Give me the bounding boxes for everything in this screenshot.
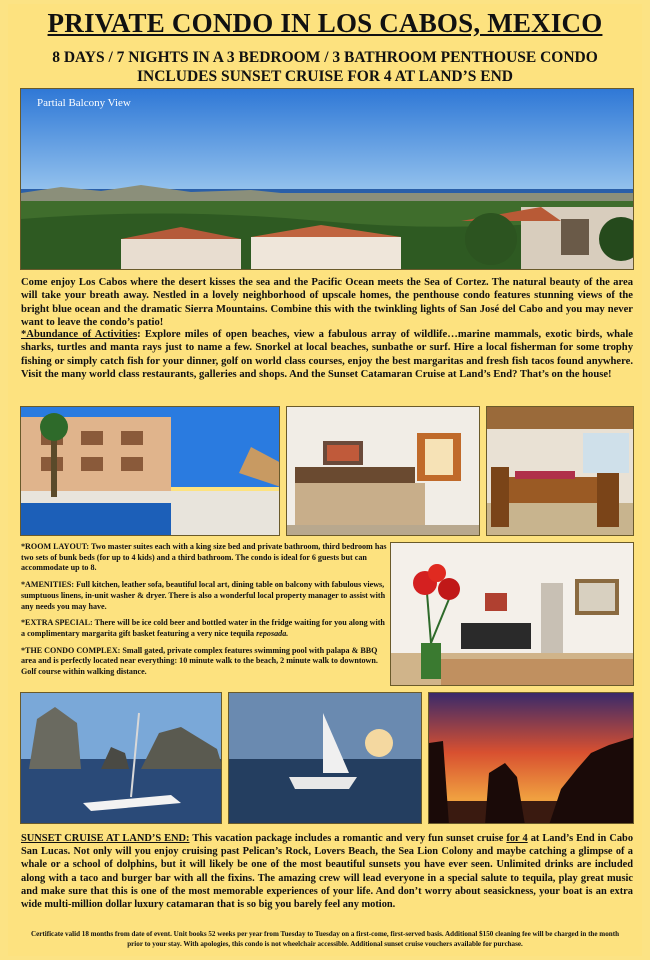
photo-caption: Partial Balcony View <box>37 97 131 109</box>
catamaran-photo <box>228 692 422 824</box>
details-block <box>21 542 387 678</box>
dining-room-photo <box>486 406 634 536</box>
cruise-text-b: at Land’s End in Cabo San Lucas. Not only will you enjoy cruising past Pelican’s Rock, Lovers Beach, the Sea Lion Colony and maybe catching a glimpse of a whale or a school of dolphins, but it will likely be one of the most beautiful sunsets you have ever seen. Unlimited drinks are included along with a taco and burger bar with all the fixins. The amazing crew will lead everyone in a special salute to tequila, play great music and make sure that this is one of the most memorable experiences of your life. And don’t worry about seasickness, your boat is an extra wide multi-million dollar luxury catamaran that is so big you barely feel any motion. <box>21 833 634 911</box>
intro-paragraph: Come enjoy Los Cabos where the desert kisses the sea and the Pacific Ocean meets the Sea of Cortez. The natural beauty of the area will take your breath away. Nestled in a lovely neighborhood of upscale homes, the penthouse condo features stunning views of the bright blue ocean and the dramatic Sierra Mountains. Combine this with the twinkling lights of San José del Cabo and you may never want to leave the condo’s patio! <box>21 277 633 329</box>
page-title: PRIVATE CONDO IN LOS CABOS, MEXICO <box>47 8 603 38</box>
extra-special-text <box>21 618 387 639</box>
cruise-paragraph <box>21 832 633 911</box>
cruise-heading: SUNSET CRUISE AT LAND’S END: <box>21 833 190 844</box>
activities-heading: *Abundance of Activities <box>21 329 138 340</box>
room-layout-text: *ROOM LAYOUT: Two master suites each with a king size bed and private bathroom, third bedroom has two sets of bunk beds (for up to 4 kids) and a third bathroom. The condo is ideal for 6 guests but can accommodate up to 8. <box>21 542 387 573</box>
catamaran-illustration <box>229 693 422 824</box>
extra-special-italic: reposada. <box>256 628 289 638</box>
cruise-text-a: This vacation package includes a romantic and very fun sunset cruise <box>189 833 507 844</box>
living-room-illustration <box>391 543 634 686</box>
extra-special-body: *EXTRA SPECIAL: There will be ice cold beer and bottled water in the fridge waiting for you along with a complimentary margarita gift basket featuring a very nice tequila <box>21 618 385 638</box>
balcony-view-illustration <box>21 89 634 270</box>
bedroom-illustration <box>287 407 480 536</box>
sunset-photo <box>428 692 634 824</box>
activities-paragraph <box>21 328 633 382</box>
subtitle-line-1: 8 DAYS / 7 NIGHTS IN A 3 BEDROOM / 3 BATHROOM PENTHOUSE CONDO <box>52 49 598 66</box>
cruise-for-four: for 4 <box>506 833 528 844</box>
living-room-photo <box>390 542 634 686</box>
fine-print: Certificate valid 18 months from date of event. Unit books 52 weeks per year from Tuesday to Tuesday on a first-come, first-served basis. Additional $150 cleaning fee will be charged in the month prior to your stay. With apologies, this condo is not wheelchair accessible. Additional sunset cruise vouchers available for purchase. <box>30 930 620 948</box>
subtitle-line-2: INCLUDES SUNSET CRUISE FOR 4 AT LAND’S END <box>137 68 513 85</box>
activities-text: : Explore miles of open beaches, view a fabulous array of wildlife…marine mammals, exotic birds, whale sharks, turtles and manta rays just to name a few. Snorkel at local beaches, sunbathe or surf. Hire a local fisherman for some trophy fishing or simply catch fish for your dinner, golf on world class courses, enjoy the best margaritas and fresh fish tacos found anywhere. Visit the many world class restaurants, galleries and shops. And the Sunset Catamaran Cruise at Land’s End? That’s on the house! <box>21 329 633 381</box>
bedroom-photo <box>286 406 480 536</box>
pool-illustration <box>21 407 280 536</box>
balcony-view-photo <box>20 88 634 270</box>
flyer <box>8 4 642 956</box>
amenities-text: *AMENITIES: Full kitchen, leather sofa, beautiful local art, dining table on balcony with fabulous views, sumptuous linens, in-unit washer & dryer. There is also a wonderful local property manager to assist with any needs you may have. <box>21 580 386 611</box>
dining-room-illustration <box>487 407 634 536</box>
pool-photo <box>20 406 280 536</box>
arch-illustration <box>21 693 222 824</box>
condo-complex-text: *THE CONDO COMPLEX: Small gated, private complex features swimming pool with palapa & BBQ area and is perfectly located near everything: 10 minute walk to the beach, 2 minute walk to downtown. Golf course within walking distance. <box>21 645 378 677</box>
sunset-illustration <box>429 693 634 824</box>
lands-end-arch-photo <box>20 692 222 824</box>
